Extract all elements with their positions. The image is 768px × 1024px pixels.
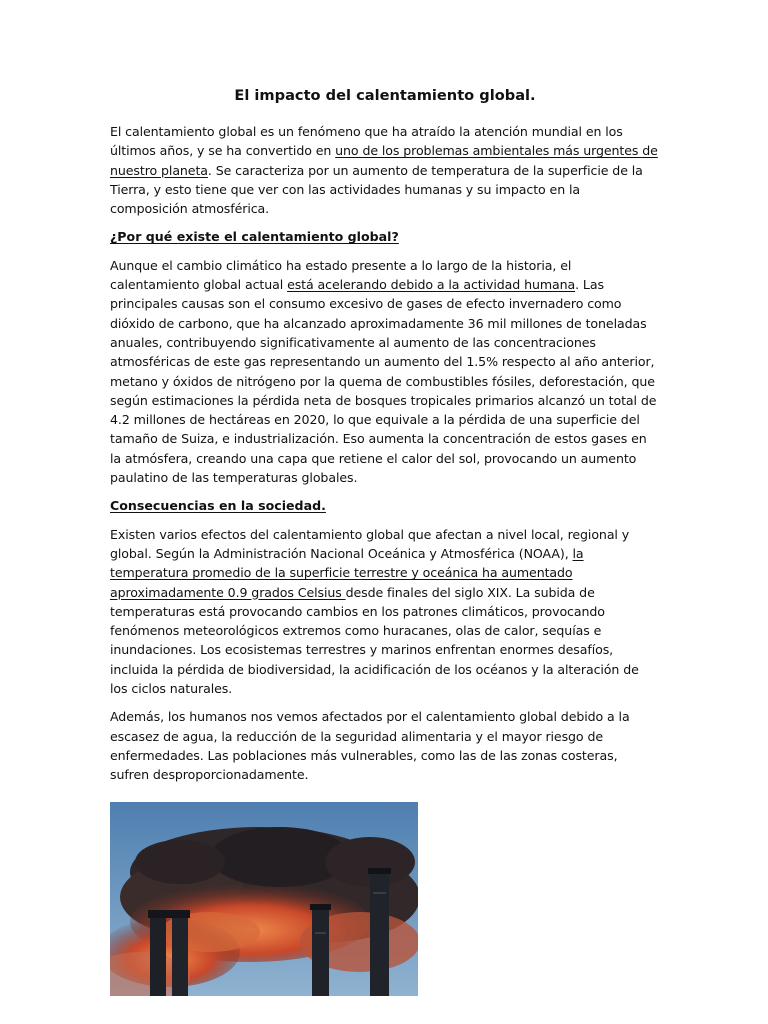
document-body bbox=[110, 86, 660, 794]
smokestacks-illustration bbox=[110, 802, 418, 996]
document-title: El impacto del calentamiento global. bbox=[234, 87, 536, 104]
consequences-paragraph bbox=[110, 525, 660, 699]
consequences-text-b: desde finales del siglo XIX. La subida de temperaturas está provocando cambios en los patrones climáticos, provocando fenómenos meteorológicos extremos como huracanes, olas de calor, sequías e inundaciones. Los ecosistemas terrestres y marinos enfrentan enormes desafíos, incluida la pérdida de biodiversidad, la acidificación de los océanos y la alteración de los ciclos naturales. bbox=[110, 584, 639, 697]
causes-link[interactable]: está acelerando debido a la actividad humana bbox=[287, 277, 576, 293]
section-heading-consequences: Consecuencias en la sociedad. bbox=[110, 498, 326, 514]
consequences-link[interactable]: la temperatura promedio de la superficie terrestre y oceánica ha aumentado aproximadamente 0.9 grados Celsius bbox=[110, 545, 584, 600]
causes-paragraph bbox=[110, 256, 660, 488]
intro-paragraph bbox=[110, 122, 660, 218]
consequences-text-a: Existen varios efectos del calentamiento global que afectan a nivel local, regional y global. Según la Administración Nacional Oceánica y Atmosférica (NOAA), bbox=[110, 526, 630, 561]
impact-paragraph: Además, los humanos nos vemos afectados por el calentamiento global debido a la escasez de agua, la reducción de la seguridad alimentaria y el mayor riesgo de enfermedades. Las poblaciones más vulnerables, como las de las zonas costeras, sufren desproporcionadamente. bbox=[110, 709, 630, 783]
intro-text-a: El calentamiento global es un fenómeno que ha atraído la atención mundial en los últimos años, y se ha convertido en bbox=[110, 124, 623, 159]
section-heading-causes: ¿Por qué existe el calentamiento global? bbox=[110, 229, 399, 245]
intro-link[interactable]: uno de los problemas ambientales más urgentes de nuestro planeta bbox=[110, 143, 658, 178]
causes-text-b: . Las principales causas son el consumo excesivo de gases de efecto invernadero como dióxido de carbono, que ha alcanzado aproximadamente 36 mil millones de toneladas anuales, contribuyendo significativamente al aumento de las concentraciones atmosféricas de este gas representando un aumento del 1.5% respecto al año anterior, metano y óxidos de nitrógeno por la quema de combustibles fósiles, deforestación, que según estimaciones la pérdida neta de bosques tropicales primarios alcanzó un total de 4.2 millones de hectáreas en 2020, lo que equivale a la pérdida de una superficie del tamaño de Suiza, e industrialización. Eso aumenta la concentración de estos gases en la atmósfera, creando una capa que retiene el calor del sol, provocando un aumento paulatino de las temperaturas globales. bbox=[110, 277, 657, 486]
smokestacks-photo bbox=[110, 802, 418, 996]
causes-text-a: Aunque el cambio climático ha estado presente a lo largo de la historia, el calentamiento global actual bbox=[110, 257, 572, 293]
intro-text-b: . Se caracteriza por un aumento de temperatura de la superficie de la Tierra, y esto tiene que ver con las actividades humanas y su impacto en la composición atmosférica. bbox=[110, 162, 643, 217]
